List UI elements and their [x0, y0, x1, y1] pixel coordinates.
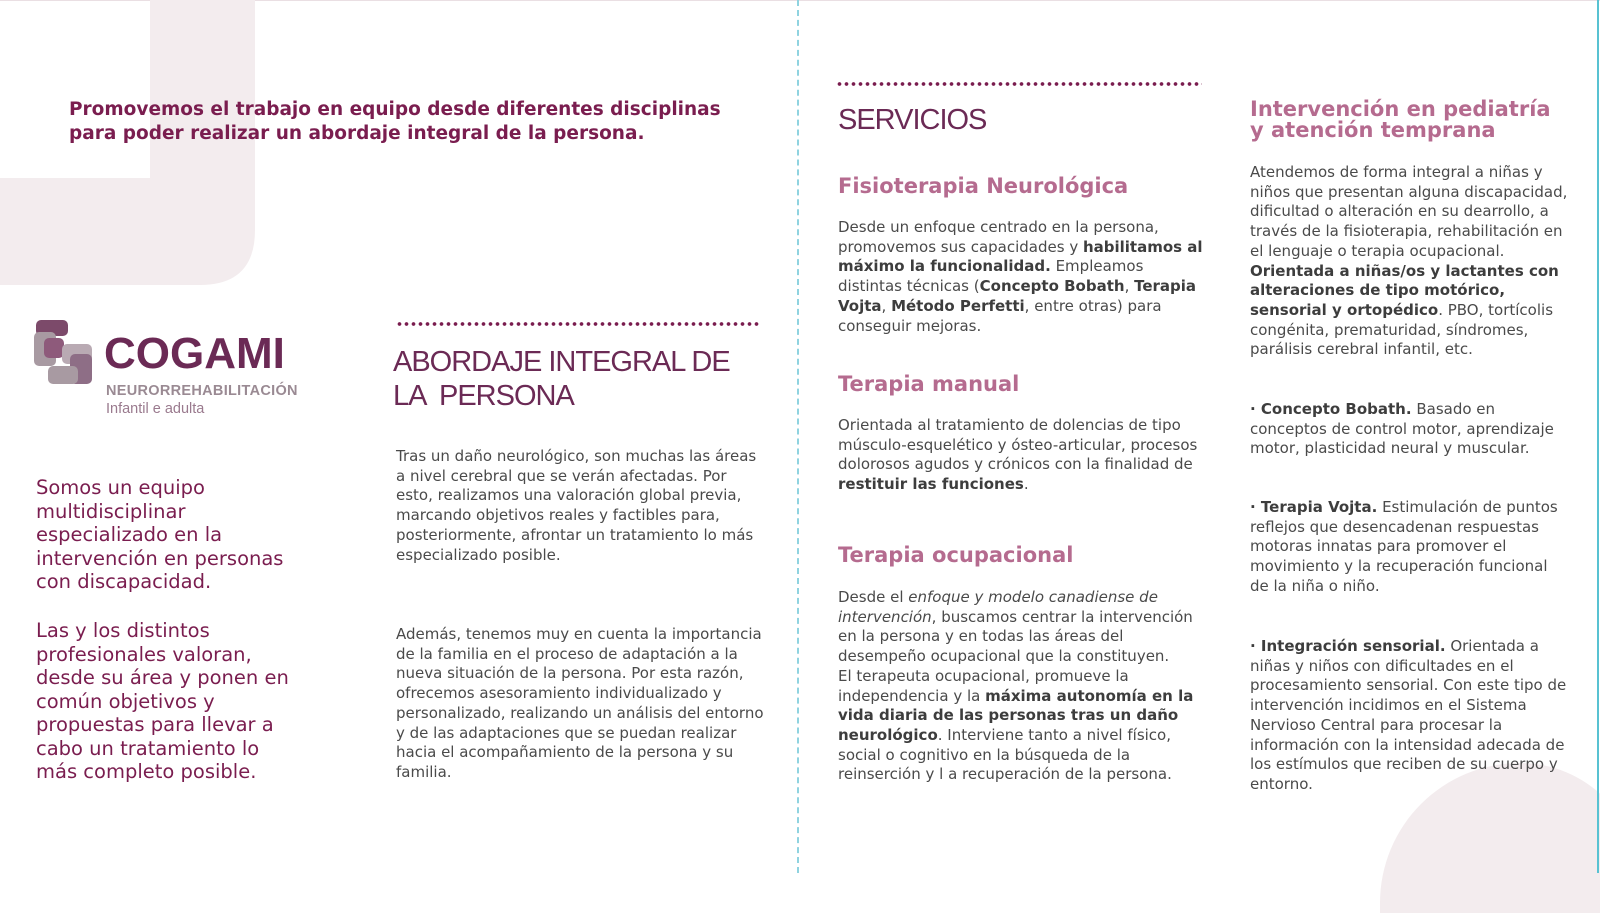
dotted-divider	[396, 321, 760, 327]
abordaje-title-line-1: ABORDAJE INTEGRAL DE	[393, 346, 730, 378]
right-edge-line	[1597, 0, 1599, 873]
servicios-title: SERVICIOS	[838, 104, 987, 136]
ocupacional-heading: Terapia ocupacional	[838, 543, 1074, 567]
dotted-divider	[836, 81, 1202, 87]
logo-subtitle: NEURORREHABILITACIÓN	[106, 383, 298, 399]
logo-wordmark: COGAMI	[104, 329, 285, 378]
intro-statement: Promovemos el trabajo en equipo desde diferentes disciplinas para poder realizar un abordaje integral de la persona.	[69, 99, 721, 144]
bobath-item: · Concepto Bobath. Basado en conceptos de control motor, aprendizaje motor, plasticidad neural y muscular.	[1250, 400, 1554, 458]
fisio-paragraph: Desde un enfoque centrado en la persona, promovemos sus capacidades y habilitamos al máximo la funcionalidad. Empleamos distintas técnicas (Concepto Bobath, Terapia Vojta, Método Perfetti, entre otras) para conseguir mejoras.	[838, 218, 1203, 335]
abordaje-title-line-2: LA PERSONA	[393, 380, 574, 412]
pediatria-paragraph: Atendemos de forma integral a niñas y niños que presentan alguna discapacidad, dificultad o alteración en su dearrollo, a través de la fisioterapia, rehabilitación en el lenguaje o terapia ocupacional. Orientada a niñas/os y lactantes con alteraciones de tipo motórico, sensorial y ortopédico. PBO, tortícolis congénita, prematuridad, síndromes, parálisis cerebral infantil, etc.	[1250, 163, 1568, 359]
abordaje-paragraph-1: Tras un daño neurológico, son muchas las áreas a nivel cerebral que se verán afectadas. Por esto, realizamos una valoración global previa, marcando objetivos reales y factibles para, posteriormente, afrontar un tratamiento lo más especializado posible.	[396, 447, 757, 564]
pediatria-heading-line-2: y atención temprana	[1250, 118, 1496, 142]
abordaje-paragraph-2: Además, tenemos muy en cuenta la importancia de la familia en el proceso de adaptación a la nueva situación de la persona. Por esta razón, ofrecemos asesoramiento individualizado y personalizado, realizando un análisis del entorno y de las adaptaciones que se puedan realizar hacia el acompañamiento de la persona y su familia.	[396, 625, 764, 781]
manual-heading: Terapia manual	[838, 372, 1020, 396]
pediatria-heading	[1250, 99, 1551, 141]
ocupacional-paragraph: Desde el enfoque y modelo canadiense de intervención, buscamos centrar la intervención en la persona y en todas las áreas del desempeño ocupacional que la constituyen. El terapeuta ocupacional, promueve la independencia y la máxima autonomía en la vida diaria de las personas tras un daño neurológico. Interviene tanto a nivel físico, social o cognitivo en la búsqueda de la reinserción y l a recuperación de la persona.	[838, 588, 1194, 784]
cogami-logo-icon	[34, 320, 96, 386]
about-paragraph-2: Las y los distintos profesionales valoran, desde su área y ponen en común objetivos y propuestas para llevar a cabo un tratamiento lo más completo posible.	[36, 619, 289, 783]
fisio-heading: Fisioterapia Neurológica	[838, 174, 1129, 198]
abordaje-title	[393, 345, 730, 413]
pediatria-heading-line-1: Intervención en pediatría	[1250, 97, 1551, 121]
integracion-sensorial-item: · Integración sensorial. Orientada a niñas y niños con dificultades en el procesamiento sensorial. Con este tipo de intervención incidimos en el Sistema Nervioso Central para procesar la información con la intensidad adecada de los estímulos que reciben de su cuerpo y entorno.	[1250, 637, 1567, 793]
logo-subtitle-secondary: Infantil e adulta	[106, 401, 205, 417]
manual-paragraph: Orientada al tratamiento de dolencias de tipo músculo-esquelético y ósteo-articular, procesos dolorosos agudos y crónicos con la finalidad de restituir las funciones.	[838, 416, 1198, 494]
vojta-item: · Terapia Vojta. Estimulación de puntos reflejos que desencadenan respuestas motoras innatas para promover el movimiento y la recuperación funcional de la niña o niño.	[1250, 498, 1558, 595]
fold-line	[797, 0, 799, 873]
about-paragraph-1: Somos un equipo multidisciplinar especializado en la intervención en personas con discapacidad.	[36, 476, 284, 593]
